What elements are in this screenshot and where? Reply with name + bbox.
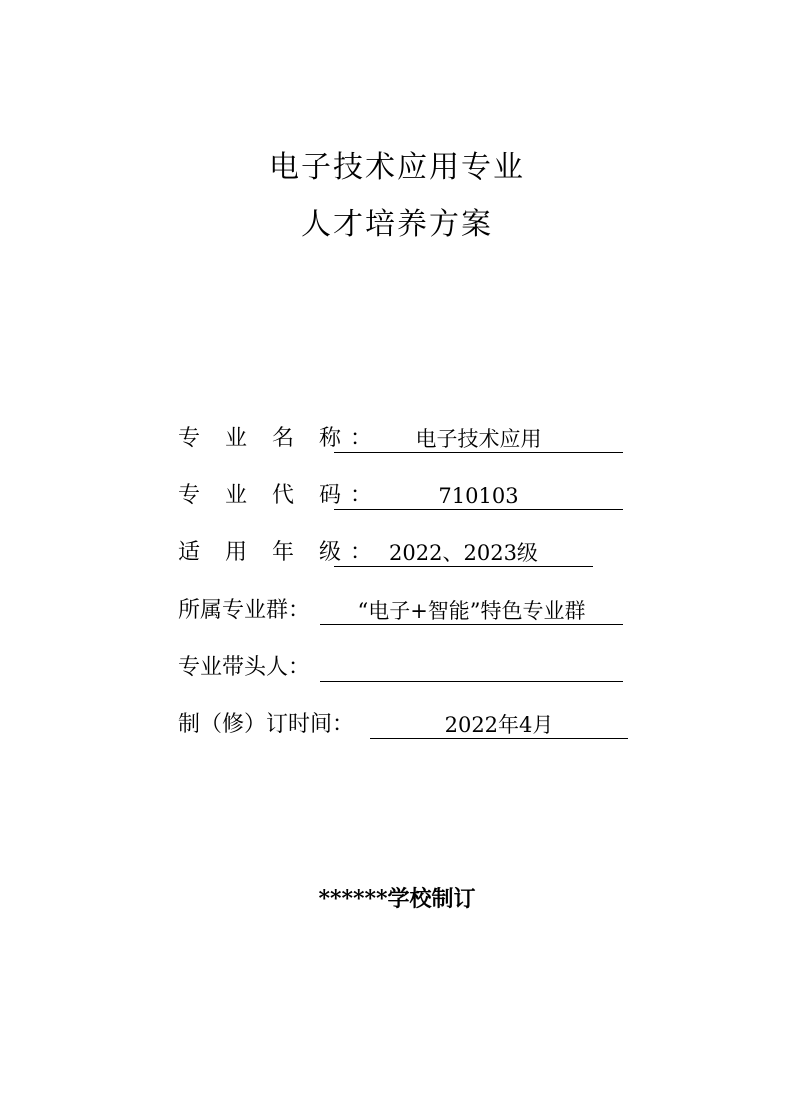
- info-label: 专业带头人：: [178, 655, 311, 680]
- document-subtitle: 人才培养方案: [301, 207, 493, 242]
- info-label: 适 用 年 级：: [178, 540, 381, 565]
- info-value-field: 710103: [334, 479, 623, 510]
- info-label: 制（修）订时间：: [178, 712, 355, 737]
- info-value-field: “电子+智能”特色专业群: [320, 594, 623, 625]
- document-title: 电子技术应用专业: [269, 150, 525, 185]
- info-value-field: 2022年4月: [370, 708, 628, 739]
- info-value-field: 电子技术应用: [334, 422, 623, 453]
- info-value-field: [320, 651, 623, 682]
- info-value-field: 2022、2023级: [334, 536, 593, 567]
- info-label: 所属专业群：: [178, 598, 311, 623]
- info-label: 专 业 代 码：: [178, 483, 381, 508]
- issuer-footer: ******学校制订: [318, 886, 476, 912]
- info-label: 专 业 名 称：: [178, 426, 381, 451]
